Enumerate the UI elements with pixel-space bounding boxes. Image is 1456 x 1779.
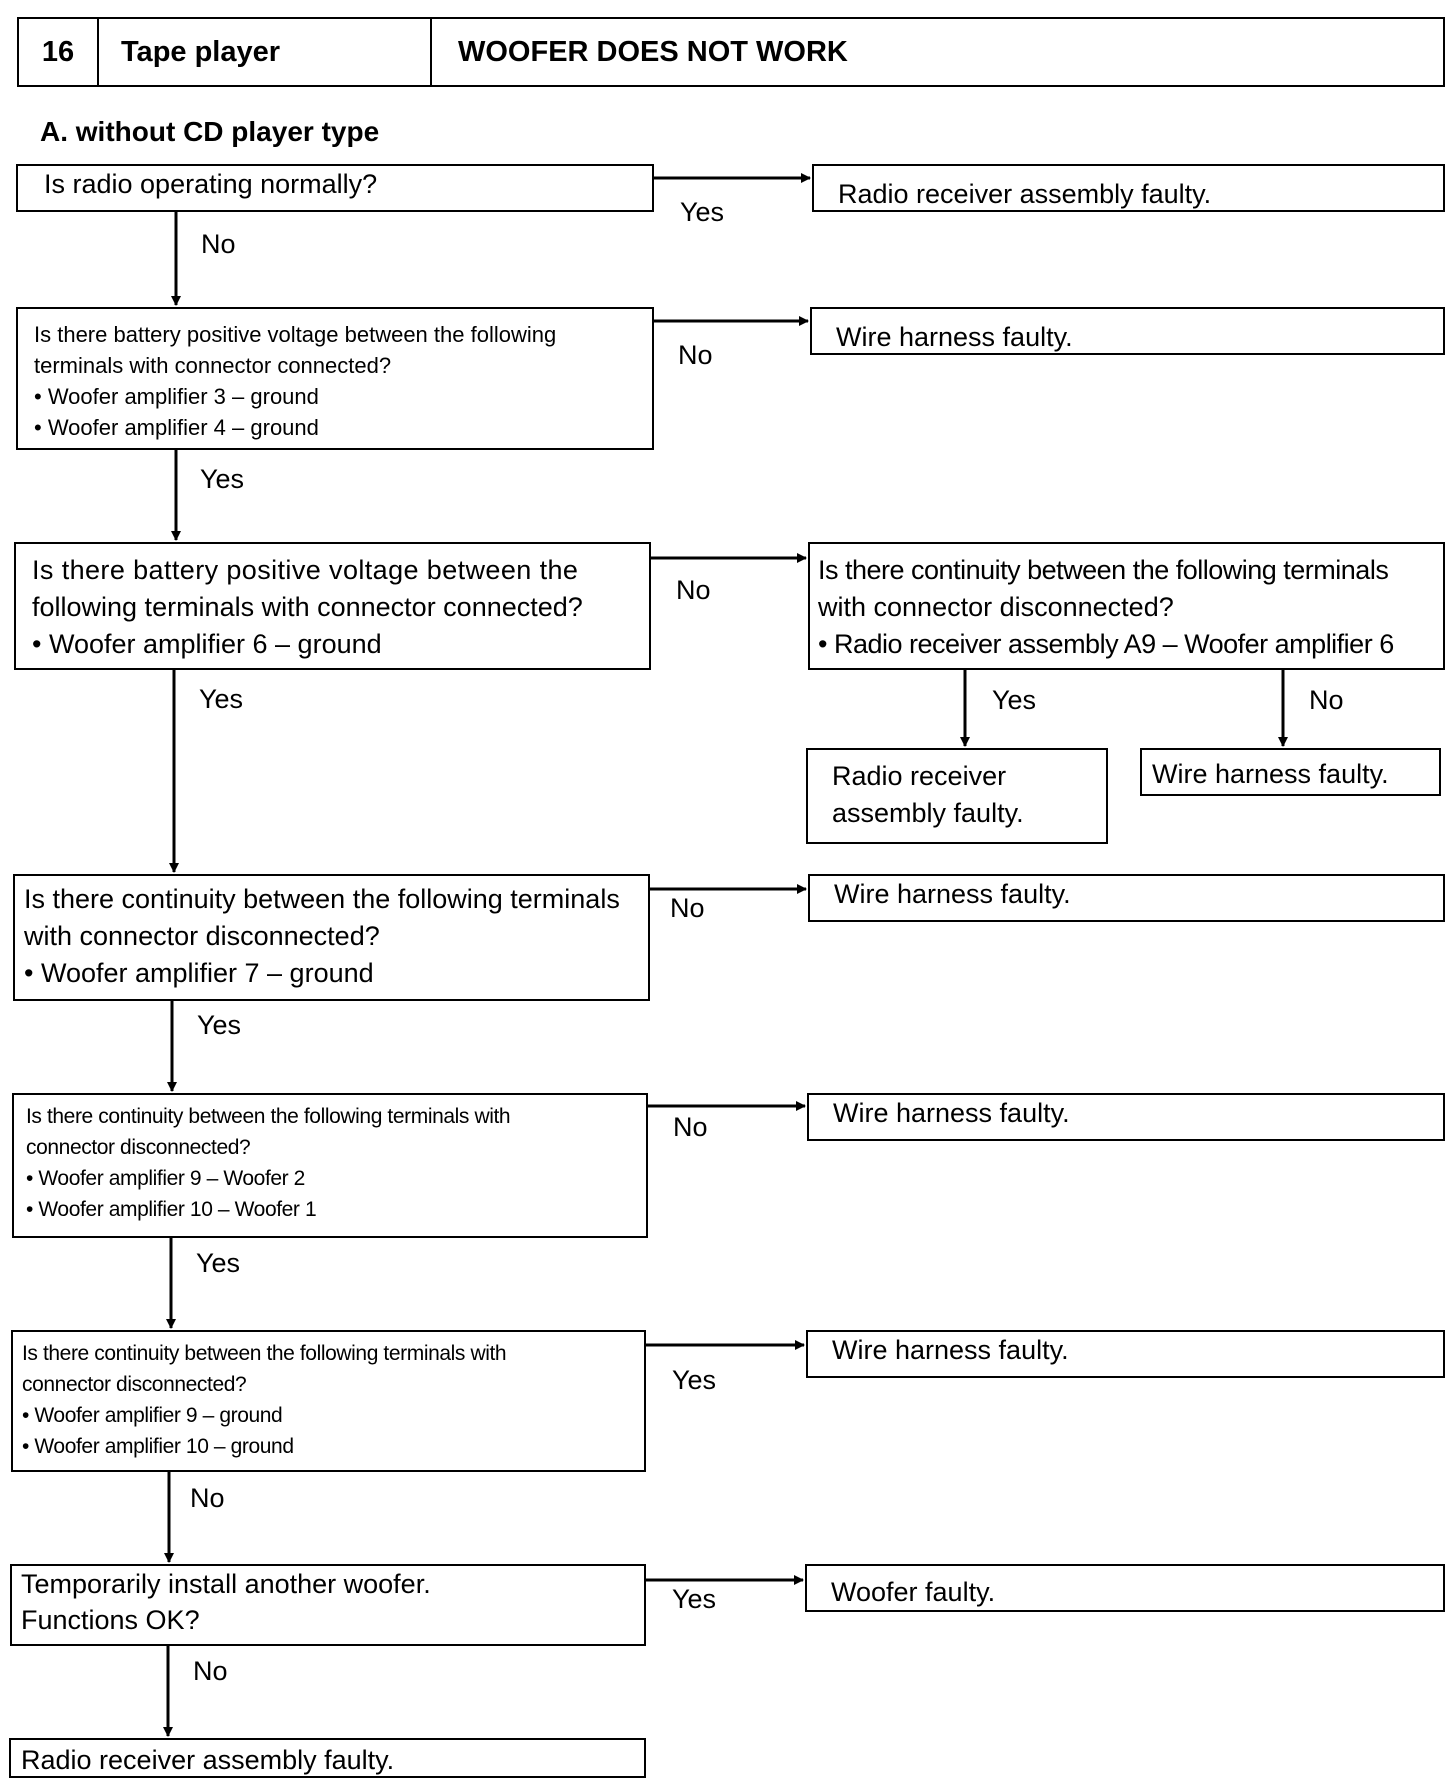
question-line: terminals with connector connected? <box>34 353 392 378</box>
system-name: Tape player <box>99 19 432 85</box>
question-line: Is there continuity between the following terminals <box>818 555 1389 585</box>
label-no: No <box>201 229 236 259</box>
question-bullet: • Woofer amplifier 6 – ground <box>32 629 382 659</box>
label-yes: Yes <box>672 1365 717 1395</box>
question-text: Is radio operating normally? <box>44 169 378 199</box>
section-number: 16 <box>19 19 99 85</box>
question-continuity-amp-to-ground <box>11 1330 646 1472</box>
label-no: No <box>193 1656 228 1686</box>
result-text: Radio receiver assembly faulty. <box>21 1745 395 1775</box>
section-subtitle: A. without CD player type <box>40 116 380 147</box>
result-text: Wire harness faulty. <box>836 322 1073 352</box>
question-line: Is there continuity between the following terminals with <box>26 1105 511 1128</box>
question-line: Is there continuity between the following terminals with <box>22 1342 507 1365</box>
label-no: No <box>670 893 705 923</box>
result-text: Woofer faulty. <box>831 1577 996 1607</box>
question-bullet: • Woofer amplifier 10 – ground <box>22 1435 294 1458</box>
question-continuity-amp-7 <box>13 874 650 1001</box>
result-text: Wire harness faulty. <box>834 879 1071 909</box>
question-line: Is there battery positive voltage between the <box>32 555 579 585</box>
result-line: assembly faulty. <box>832 798 1024 828</box>
result-wire-harness-faulty-3 <box>808 874 1445 922</box>
label-yes: Yes <box>197 1010 242 1040</box>
question-bullet: • Woofer amplifier 9 – Woofer 2 <box>26 1167 305 1190</box>
page-title: WOOFER DOES NOT WORK <box>458 35 848 68</box>
label-yes: Yes <box>992 685 1037 715</box>
result-text: Wire harness faulty. <box>832 1335 1069 1365</box>
result-wire-harness-faulty-4 <box>807 1093 1445 1141</box>
label-no: No <box>190 1483 225 1513</box>
label-yes: Yes <box>196 1248 241 1278</box>
question-bullet: • Woofer amplifier 3 – ground <box>34 384 319 409</box>
question-line: with connector disconnected? <box>818 592 1174 622</box>
question-line: with connector disconnected? <box>24 921 380 951</box>
question-bullet: • Woofer amplifier 7 – ground <box>24 958 374 988</box>
result-radio-receiver-faulty-3 <box>9 1738 646 1778</box>
question-bullet: • Woofer amplifier 4 – ground <box>34 415 319 440</box>
question-voltage-amp-3-4 <box>16 307 654 450</box>
label-no: No <box>1309 685 1344 715</box>
result-radio-receiver-faulty-2 <box>806 748 1108 844</box>
label-yes: Yes <box>200 464 245 494</box>
question-continuity-a9-amp-6 <box>808 542 1445 670</box>
label-yes: Yes <box>199 684 244 714</box>
label-no: No <box>676 575 711 605</box>
label-yes: Yes <box>672 1584 717 1614</box>
result-wire-harness-faulty-2 <box>1140 748 1441 796</box>
result-line: Radio receiver <box>832 761 1007 791</box>
result-wire-harness-faulty-5 <box>806 1330 1445 1378</box>
result-text: Radio receiver assembly faulty. <box>838 179 1212 209</box>
question-line: Is there battery positive voltage between the following <box>34 322 557 347</box>
question-line: connector disconnected? <box>26 1136 251 1159</box>
label-no: No <box>673 1112 708 1142</box>
question-continuity-amp-to-woofer <box>12 1093 648 1238</box>
label-yes: Yes <box>680 197 725 227</box>
result-woofer-faulty <box>805 1564 1445 1612</box>
question-line: Temporarily install another woofer. <box>21 1569 431 1599</box>
question-bullet: • Woofer amplifier 10 – Woofer 1 <box>26 1198 317 1221</box>
result-text: Wire harness faulty. <box>1152 759 1389 789</box>
label-no: No <box>678 340 713 370</box>
question-radio-normal <box>16 164 654 212</box>
question-install-another-woofer <box>10 1564 646 1646</box>
question-line: Functions OK? <box>21 1605 200 1635</box>
question-voltage-amp-6 <box>14 542 651 670</box>
question-line: Is there continuity between the following terminals <box>24 884 620 914</box>
result-radio-receiver-faulty-1 <box>812 164 1445 212</box>
result-text: Wire harness faulty. <box>833 1098 1070 1128</box>
question-line: connector disconnected? <box>22 1373 247 1396</box>
result-wire-harness-faulty-1 <box>810 307 1445 355</box>
question-bullet: • Radio receiver assembly A9 – Woofer amplifier 6 <box>818 629 1394 659</box>
question-line: following terminals with connector connected? <box>32 592 583 622</box>
question-bullet: • Woofer amplifier 9 – ground <box>22 1404 283 1427</box>
